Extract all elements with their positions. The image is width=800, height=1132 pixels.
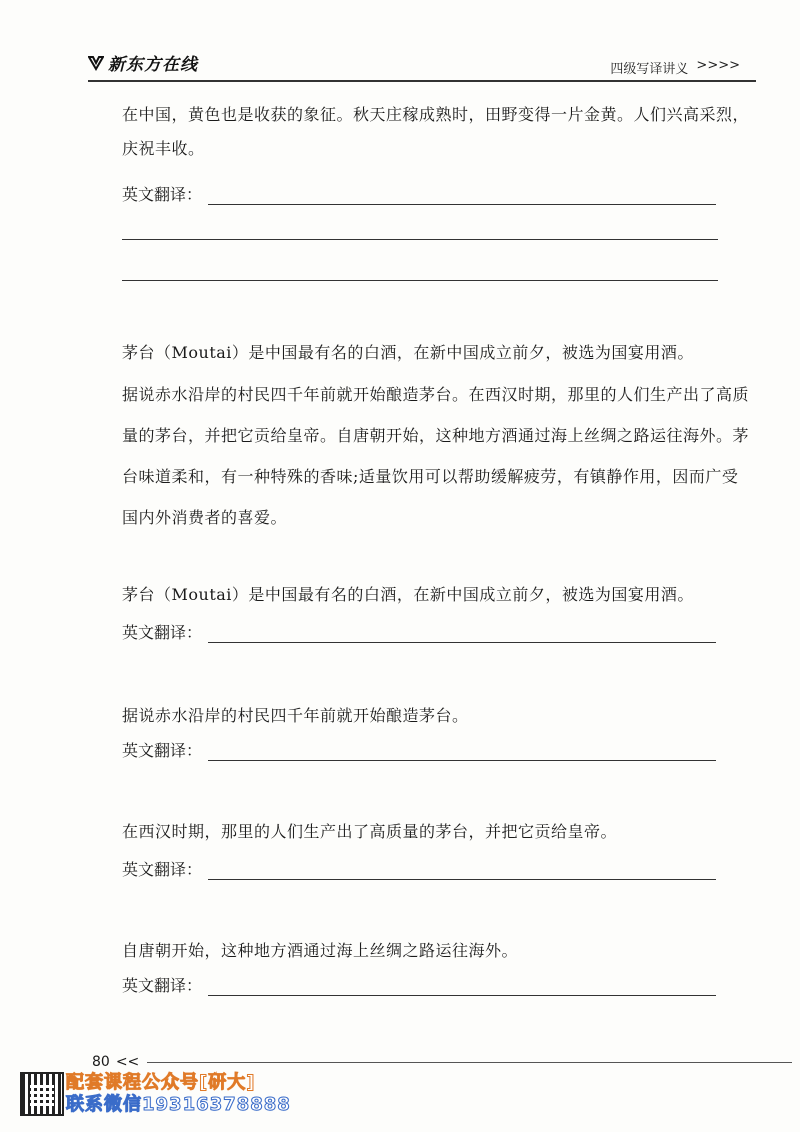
answer-label: 英文翻译： bbox=[122, 860, 203, 879]
sentence-3: 在西汉时期，那里的人们生产出了高质量的茅台，并把它贡给皇帝。 bbox=[122, 822, 618, 841]
answer-label: 英文翻译： bbox=[122, 623, 203, 642]
answer-line[interactable] bbox=[122, 280, 718, 281]
sentence-3-answer[interactable] bbox=[122, 857, 716, 880]
watermark bbox=[66, 1072, 291, 1116]
answer-line[interactable] bbox=[208, 759, 716, 761]
header-divider bbox=[88, 80, 756, 82]
sentence-1: 茅台（Moutai）是中国最有名的白酒，在新中国成立前夕，被选为国宴用酒。 bbox=[122, 585, 694, 604]
sentence-2: 据说赤水沿岸的村民四千年前就开始酿造茅台。 bbox=[122, 706, 469, 725]
passage-body: 据说赤水沿岸的村民四千年前就开始酿造茅台。在西汉时期，那里的人们生产出了高质量的茅台，并把它贡给皇帝。自唐朝开始，这种地方酒通过海上丝绸之路运往海外。茅台味道柔和，有一种特殊的香味;适量饮用可以帮助缓解疲劳，有镇静作用，因而广受国内外消费者的喜爱。 bbox=[122, 385, 750, 527]
answer-line[interactable] bbox=[122, 239, 718, 240]
sentence-4: 自唐朝开始，这种地方酒通过海上丝绸之路运往海外。 bbox=[122, 941, 519, 960]
publisher-logo bbox=[88, 50, 198, 75]
page-footer bbox=[92, 1054, 792, 1070]
page-number: 80 bbox=[92, 1054, 110, 1070]
qr-code-icon bbox=[20, 1072, 64, 1116]
footer-arrows: << bbox=[115, 1054, 140, 1070]
logo-mark-icon bbox=[88, 55, 104, 71]
answer-label: 英文翻译： bbox=[122, 741, 203, 760]
answer-label: 英文翻译： bbox=[122, 185, 203, 204]
answer-label: 英文翻译： bbox=[122, 976, 203, 995]
logo-text: 新东方在线 bbox=[108, 55, 198, 75]
section-arrows: >>>> bbox=[696, 58, 740, 73]
watermark-line-2: 联系微信19316378888 bbox=[66, 1094, 291, 1115]
sentence-4-answer[interactable] bbox=[122, 973, 716, 996]
answer-line[interactable] bbox=[208, 994, 716, 996]
passage-title-sentence: 茅台（Moutai）是中国最有名的白酒，在新中国成立前夕，被选为国宴用酒。 bbox=[122, 343, 694, 362]
answer-line[interactable] bbox=[208, 203, 716, 205]
answer-line[interactable] bbox=[208, 878, 716, 880]
section-header bbox=[610, 58, 740, 77]
answer-line[interactable] bbox=[208, 641, 716, 643]
exercise-1-answer[interactable] bbox=[122, 182, 716, 205]
footer-rule bbox=[147, 1062, 792, 1063]
sentence-1-answer[interactable] bbox=[122, 620, 716, 643]
sentence-2-answer[interactable] bbox=[122, 738, 716, 761]
section-title: 四级写译讲义 bbox=[610, 62, 689, 77]
exercise-1-text: 在中国，黄色也是收获的象征。秋天庄稼成熟时，田野变得一片金黄。人们兴高采烈，庆祝丰收。 bbox=[122, 105, 750, 158]
watermark-line-1: 配套课程公众号[研大] bbox=[66, 1072, 256, 1093]
